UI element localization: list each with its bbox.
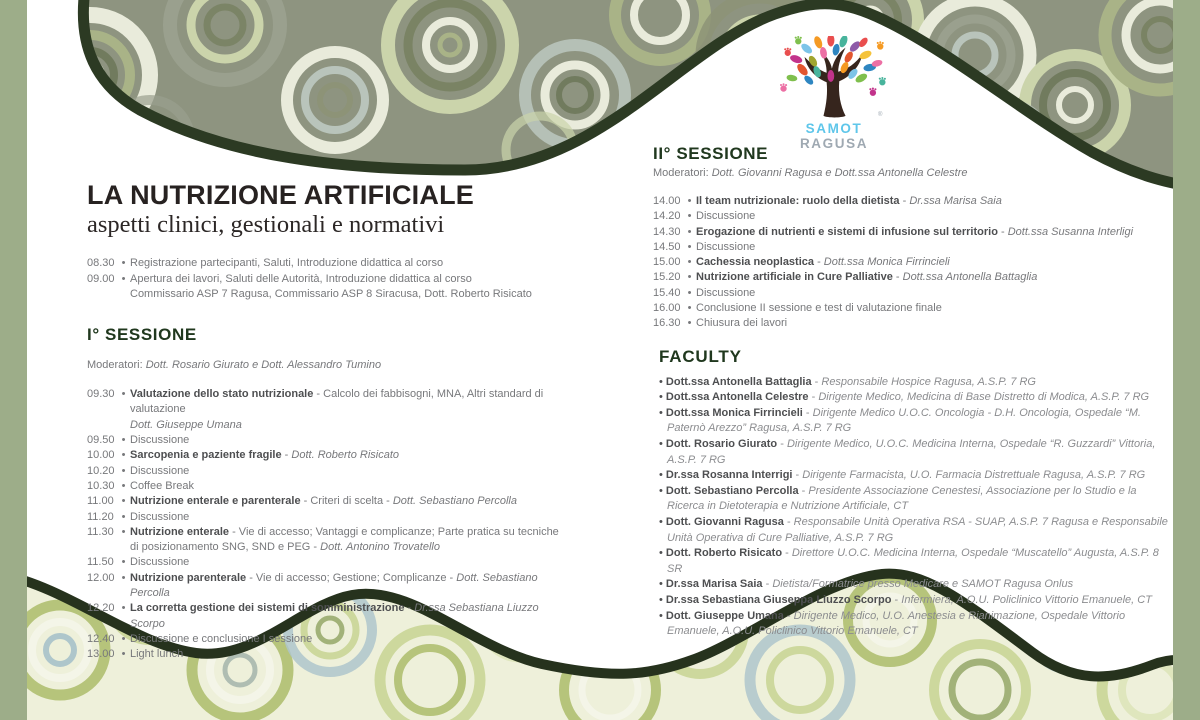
bullet-icon: •	[121, 388, 126, 401]
bullet-icon	[117, 287, 130, 302]
separator: -	[802, 406, 813, 419]
time-label: 09.50	[87, 434, 115, 447]
moderators-label: Moderatori:	[87, 359, 146, 372]
schedule-line	[87, 433, 565, 448]
page-subtitle: aspetti clinici, gestionali e normativi	[87, 211, 445, 239]
session1-heading: I° SESSIONE	[87, 325, 197, 345]
bullet-icon: •	[687, 317, 692, 330]
right-column	[653, 144, 1169, 640]
time-label: 09.30	[87, 388, 115, 401]
schedule-text: La corretta gestione dei sistemi di somministrazione - Dr.ssa Sebastiana Liuzzo Scorpo	[130, 602, 539, 630]
faculty-role: Direttore U.O.C. Medicina Interna, Ospedale “Muscatello” Augusta, A.S.P. 8 SR	[667, 547, 1159, 575]
bullet-icon: •	[659, 438, 666, 451]
time-label: 11.20	[87, 510, 114, 523]
schedule-text: Cachessia neoplastica - Dott.ssa Monica Firrincieli	[696, 256, 950, 269]
bullet-icon: •	[121, 464, 126, 477]
bullet-icon: •	[659, 484, 666, 497]
faculty-member	[653, 515, 1169, 546]
schedule-text: Nutrizione enterale - Vie di accesso; Vantaggi e complicanze; Parte pratica su tecniche	[130, 525, 559, 538]
schedule-line	[87, 525, 565, 540]
time-label: 14.00	[653, 195, 681, 207]
bullet-icon: •	[687, 256, 692, 269]
schedule-line	[653, 286, 1169, 301]
schedule-text: Discussione	[130, 556, 190, 569]
bullet-icon: •	[687, 225, 692, 238]
time-label: 16.30	[653, 317, 681, 330]
schedule-line	[653, 270, 1169, 285]
moderators-names: Dott. Rosario Giurato e Dott. Alessandro Tumino	[145, 359, 382, 372]
schedule-text: Commissario ASP 7 Ragusa, Commissario ASP 8 Siracusa, Dott. Roberto Risicato	[130, 287, 532, 300]
schedule-text: Conclusione II sessione e test di valutazione finale	[696, 302, 942, 315]
schedule-text: Apertura dei lavori, Saluti delle Autorità, Introduzione didattica al corso	[130, 272, 472, 285]
schedule-line	[87, 418, 565, 433]
bullet-icon: •	[687, 302, 692, 315]
schedule-line	[87, 540, 565, 555]
bullet-icon: •	[687, 271, 692, 284]
schedule-text: di posizionamento SNG, SND e PEG - Dott. Antonino Trovatello	[130, 541, 440, 554]
time-label: 10.20	[87, 464, 115, 477]
schedule-text: Nutrizione enterale e parenterale - Criteri di scelta - Dott. Sebastiano Percolla	[130, 495, 517, 508]
bullet-icon: •	[659, 406, 666, 419]
bullet-icon: •	[121, 648, 126, 661]
time-label: 14.30	[653, 225, 681, 238]
bullet-icon: •	[121, 632, 126, 645]
separator: -	[798, 484, 809, 497]
faculty-member	[653, 437, 1169, 468]
schedule-line	[87, 632, 565, 647]
bullet-icon: •	[121, 602, 126, 615]
schedule-text: Discussione	[130, 434, 190, 447]
logo-tree-icon	[770, 36, 898, 118]
time-label: 15.00	[653, 256, 681, 269]
bullet-icon: •	[659, 593, 666, 606]
time-label: 11.50	[87, 556, 114, 569]
faculty-member	[653, 593, 1169, 609]
faculty-name: Dott.ssa Antonella Celestre	[665, 391, 809, 404]
faculty-name: Dott. Sebastiano Percolla	[665, 484, 799, 497]
faculty-member	[653, 390, 1169, 406]
faculty-member	[653, 375, 1169, 391]
schedule-line	[653, 301, 1169, 316]
left-edge-bar	[0, 0, 27, 720]
schedule-text: Dott. Giuseppe Umana	[130, 418, 242, 431]
time-label: 08.30	[87, 257, 115, 270]
bullet-icon: •	[121, 571, 126, 584]
bullet-icon: •	[659, 469, 666, 482]
faculty-member	[653, 468, 1169, 484]
schedule-text: Light lunch	[130, 648, 184, 661]
schedule-text: Discussione	[130, 510, 190, 523]
faculty-role: Infermiera, A.O.U. Policlinico Vittorio Emanuele, CT	[901, 593, 1152, 606]
schedule-text: Discussione	[696, 286, 756, 299]
faculty-name: Dott.ssa Monica Firrincieli	[665, 406, 803, 419]
separator: -	[808, 391, 819, 404]
schedule-text: Nutrizione parenterale - Vie di accesso; Gestione; Complicanze - Dott. Sebastiano Percolla	[130, 571, 538, 600]
bullet-icon	[117, 540, 130, 555]
faculty-role: Dirigente Medico, U.O. Anestesia e Rianimazione, Ospedale Vittorio Emanuele, A.O.U. Policlinico Vittorio Emanuele, CT	[667, 609, 1126, 638]
schedule-line	[87, 464, 565, 479]
page-title: LA NUTRIZIONE ARTIFICIALE	[87, 180, 474, 210]
schedule-line	[87, 479, 565, 494]
faculty-name: Dr.ssa Marisa Saia	[665, 578, 763, 591]
faculty-role: Dirigente Farmacista, U.O. Farmacia Distrettuale Ragusa, A.S.P. 7 RG	[802, 469, 1146, 482]
faculty-role: Responsabile Hospice Ragusa, A.S.P. 7 RG	[821, 375, 1036, 388]
schedule-line	[87, 272, 565, 287]
left-column	[87, 181, 565, 663]
schedule-text: Discussione	[696, 240, 756, 253]
schedule-line	[653, 240, 1169, 255]
moderators-names: Dott. Giovanni Ragusa e Dott.ssa Antonella Celestre	[711, 167, 968, 179]
time-label	[87, 540, 117, 555]
faculty-member	[653, 609, 1169, 640]
schedule-line	[653, 194, 1169, 209]
time-label: 14.20	[653, 210, 681, 223]
schedule-line	[87, 647, 565, 662]
schedule-line	[653, 316, 1169, 331]
schedule-text: Coffee Break	[130, 479, 195, 492]
faculty-role: Dirigente Medico U.O.C. Oncologia - D.H. Oncologia, Ospedale “M. Paternò Arezzo” Ragusa, A.S.P. 7 RG	[667, 406, 1141, 435]
time-label: 13.00	[87, 648, 115, 661]
time-label: 12.40	[87, 632, 115, 645]
session2-schedule	[653, 194, 1169, 332]
time-label: 11.30	[87, 525, 114, 538]
faculty-list	[653, 375, 1169, 640]
faculty-name: Dott.ssa Antonella Battaglia	[665, 375, 812, 388]
faculty-name: Dott. Rosario Giurato	[665, 438, 778, 451]
right-edge-bar	[1173, 0, 1200, 720]
schedule-line	[87, 510, 565, 525]
faculty-name: Dott. Roberto Risicato	[665, 547, 783, 560]
bullet-icon: •	[659, 391, 666, 404]
schedule-line	[87, 387, 565, 418]
bullet-icon: •	[121, 510, 126, 523]
bullet-icon: •	[121, 257, 126, 270]
faculty-member	[653, 546, 1169, 577]
bullet-icon	[117, 418, 130, 433]
schedule-line	[87, 494, 565, 509]
registered-mark: ®	[877, 112, 884, 118]
logo-wordmark	[770, 112, 898, 151]
time-label: 11.00	[87, 495, 114, 508]
time-label: 15.40	[653, 286, 681, 299]
schedule-line	[653, 225, 1169, 240]
bullet-icon: •	[687, 286, 692, 299]
schedule-text: Nutrizione artificiale in Cure Palliative - Dott.ssa Antonella Battaglia	[696, 271, 1038, 284]
faculty-name: Dr.ssa Rosanna Interrigi	[665, 469, 793, 482]
time-label: 10.00	[87, 449, 115, 462]
bullet-icon: •	[659, 609, 666, 622]
bullet-icon: •	[687, 240, 692, 253]
schedule-line	[87, 256, 565, 271]
bullet-icon: •	[121, 495, 126, 508]
schedule-text: Il team nutrizionale: ruolo della dietista - Dr.ssa Marisa Saia	[696, 195, 1002, 207]
bullet-icon: •	[687, 195, 692, 207]
faculty-role: Dietista/Formatrice presso Medicare e SAMOT Ragusa Onlus	[772, 578, 1074, 591]
schedule-text: Valutazione dello stato nutrizionale - Calcolo dei fabbisogni, MNA, Altri standard di valutazione	[130, 388, 544, 416]
time-label: 10.30	[87, 479, 115, 492]
separator: -	[783, 516, 794, 529]
separator: -	[777, 438, 787, 451]
bullet-icon: •	[121, 479, 126, 492]
faculty-role: Dirigente Medico, U.O.C. Medicina Interna, Ospedale “R. Guzzardi” Vittoria, A.S.P. 7 RG	[667, 438, 1156, 466]
bullet-icon: •	[659, 578, 666, 591]
schedule-line	[87, 571, 565, 602]
opening-schedule	[87, 256, 565, 302]
time-label	[87, 287, 117, 302]
separator: -	[762, 578, 773, 591]
schedule-line	[653, 209, 1169, 224]
separator: -	[792, 469, 803, 482]
schedule-line	[87, 601, 565, 632]
schedule-text: Registrazione partecipanti, Saluti, Introduzione didattica al corso	[130, 257, 444, 270]
time-label: 15.20	[653, 271, 681, 284]
separator: -	[891, 593, 902, 606]
faculty-member	[653, 577, 1169, 593]
time-label: 14.50	[653, 240, 681, 253]
bullet-icon: •	[659, 547, 666, 560]
faculty-role: Responsabile Unità Operativa RSA - SUAP, A.S.P. 7 Ragusa e Responsabile Unità Operativa di Cure Palliative, A.S.P. 7 RG	[667, 516, 1168, 544]
faculty-member	[653, 406, 1169, 437]
schedule-text: Discussione e conclusione I sessione	[130, 632, 313, 645]
schedule-text: Chiusura dei lavori	[696, 317, 788, 330]
schedule-text: Discussione	[130, 464, 190, 477]
bullet-icon: •	[121, 434, 126, 447]
logo-city: RAGUSA	[799, 136, 869, 151]
time-label: 12.20	[87, 602, 115, 615]
bullet-icon: •	[121, 525, 126, 538]
samot-ragusa-logo	[770, 36, 898, 151]
schedule-line	[87, 287, 565, 302]
separator: -	[783, 609, 794, 622]
faculty-name: Dr.ssa Sebastiana Giuseppa Liuzzo Scorpo	[665, 593, 892, 606]
time-label: 09.00	[87, 272, 115, 285]
session1-schedule	[87, 387, 565, 662]
separator: -	[782, 547, 792, 560]
bullet-icon: •	[659, 375, 666, 388]
bullet-icon: •	[121, 449, 126, 462]
schedule-line	[87, 448, 565, 463]
schedule-text: Discussione	[696, 210, 756, 223]
time-label: 12.00	[87, 571, 115, 584]
separator: -	[811, 375, 822, 388]
faculty-name: Dott. Giovanni Ragusa	[665, 516, 784, 529]
bullet-icon: •	[687, 210, 692, 223]
schedule-line	[87, 555, 565, 570]
schedule-text: Sarcopenia e paziente fragile - Dott. Roberto Risicato	[130, 449, 400, 462]
faculty-heading: FACULTY	[659, 346, 742, 366]
faculty-role: Presidente Associazione Cenestesi, Associazione per lo Studio e la Ricerca in Dietoterapia e Nutrizione Artificiale, CT	[667, 484, 1137, 513]
logo-brand: SAMOT	[805, 121, 863, 136]
moderators-label: Moderatori:	[653, 167, 712, 179]
faculty-section	[653, 347, 1169, 640]
bullet-icon: •	[121, 556, 126, 569]
session1-moderators	[87, 359, 565, 371]
faculty-member	[653, 484, 1169, 515]
session2-heading: II° SESSIONE	[653, 144, 769, 163]
bullet-icon: •	[659, 516, 666, 529]
session2-moderators	[653, 167, 1169, 179]
faculty-role: Dirigente Medico, Medicina di Base Distretto di Modica, A.S.P. 7 RG	[818, 391, 1150, 404]
time-label: 16.00	[653, 302, 681, 315]
time-label	[87, 418, 117, 433]
schedule-line	[653, 255, 1169, 270]
bullet-icon: •	[121, 272, 126, 285]
faculty-name: Dott. Giuseppe Umana	[665, 609, 784, 622]
schedule-text: Erogazione di nutrienti e sistemi di infusione sul territorio - Dott.ssa Susanna Interligi	[696, 225, 1134, 238]
